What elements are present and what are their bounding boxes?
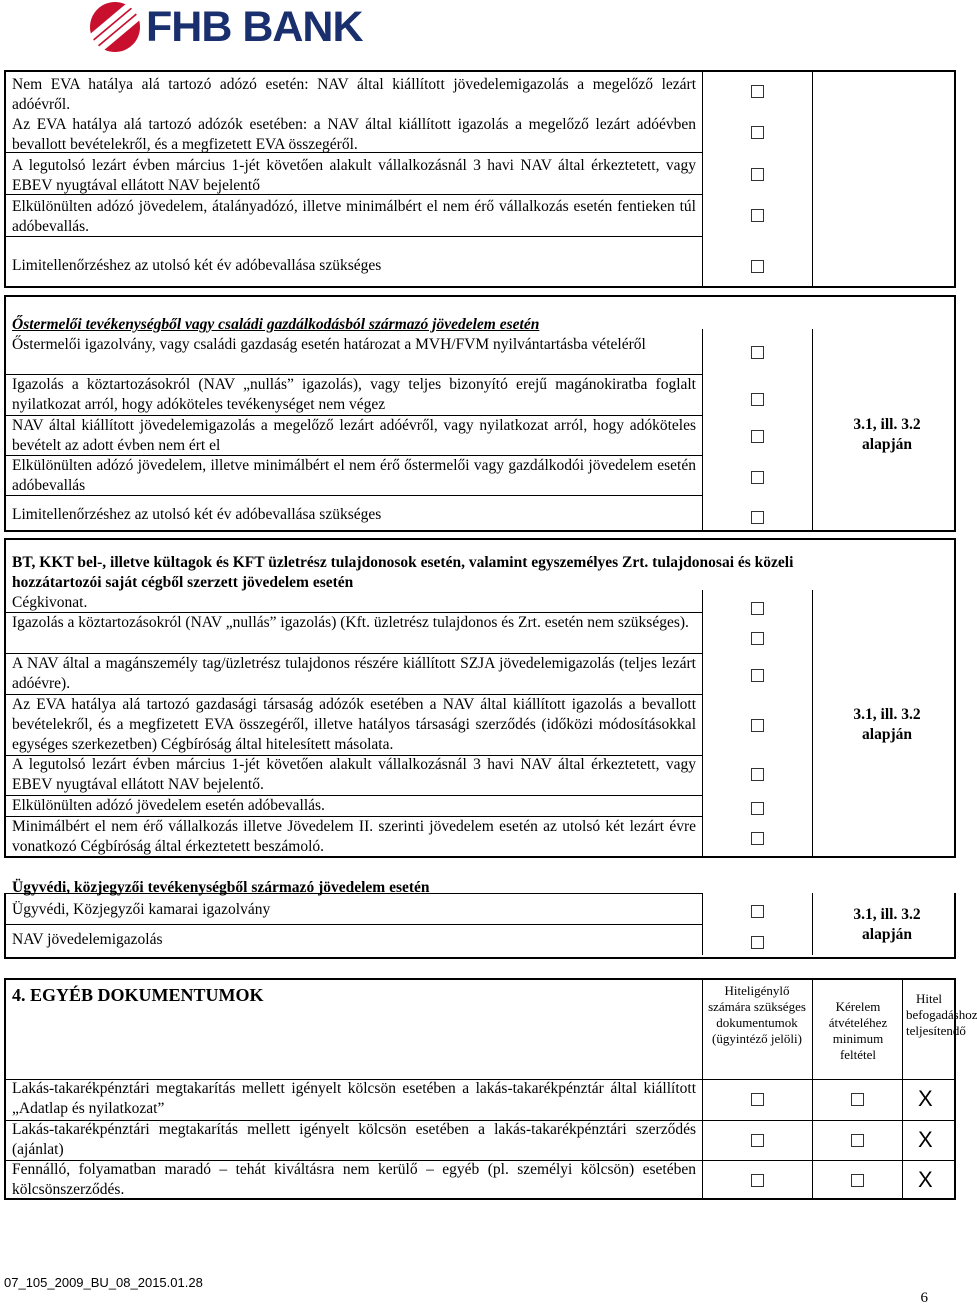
page-number: 6	[920, 1290, 928, 1306]
s1-row-1: Nem EVA hatálya alá tartozó adózó esetén: NAV által kiállított jövedelemigazolás a megelőző lezárt adóévről.	[12, 76, 696, 113]
s1-row-3: A legutolsó lezárt évben március 1-jét követően alakult vállalkozásnál 3 havi NAV által érkeztetett, vagy EBEV nyugtával ellátott NAV bejelentő	[12, 157, 696, 194]
s3-row-1: Cégkivonat.	[12, 594, 88, 611]
s4-title: Ügyvédi, közjegyzői tevékenységből származó jövedelem esetén	[12, 879, 430, 896]
s5-row3-checkbox-applicant[interactable]	[751, 1174, 764, 1187]
s2-row-5: Limitellenőrzéshez az utolsó két év adóbevallása szükséges	[12, 506, 382, 523]
section-other-documents	[4, 978, 977, 1200]
document-code: 07_105_2009_BU_08_2015.01.28	[4, 1275, 203, 1290]
s3-row-7: Minimálbért el nem érő vállalkozás illetve Jövedelem II. szerinti jövedelem esetén az utolsó két lezárt évre vonatkozó Cégbíróság által érkeztetett beszámoló.	[12, 818, 696, 855]
s3-checkbox-2[interactable]	[751, 632, 764, 645]
section-company-owner-income	[4, 538, 956, 896]
s3-row-2: Igazolás a köztartozásokról (NAV „nullás” igazolás) (Kft. üzletrész tulajdonos és Zrt. esetén nem szükséges).	[12, 614, 689, 631]
fhb-bank-logo	[90, 2, 363, 52]
s2-reference	[814, 415, 960, 455]
s4-row-2: NAV jövedelemigazolás	[12, 931, 163, 948]
s5-row-2: Lakás-takarékpénztári megtakarítás mellett igényelt kölcsön esetében a lakás-takarékpénztári szerződés (ajánlat)	[12, 1121, 696, 1158]
s3-row-4: Az EVA hatálya alá tartozó gazdasági társaság adózók esetében a NAV által kiállított igazolás a bevallott bevételekről, és a megfizetett EVA összegéről, illetve hatályos társasági szerződés (időközi módosításokkal egységes szerkezetben) Cégbíróság által hitelesített másolata.	[12, 696, 696, 753]
section-agricultural-income	[4, 295, 956, 532]
s3-row-6: Elkülönülten adózó jövedelem esetén adóbevallás.	[12, 797, 325, 814]
s5-row3-checkbox-min[interactable]	[851, 1174, 864, 1187]
s4-checkbox-1[interactable]	[751, 905, 764, 918]
s3-ref-line2: alapján	[862, 726, 912, 743]
s5-row-1: Lakás-takarékpénztári megtakarítás mellett igényelt kölcsön esetében a lakás-takarékpénztár által kiállított „Adatlap és nyilatkozat”	[12, 1080, 696, 1117]
s5-col-loan-acceptance: Hitel befogadáshoz teljesítendő	[906, 991, 977, 1038]
s2-row-2: Igazolás a köztartozásokról (NAV „nullás” igazolás), vagy teljes bizonyító erejű magánokiratba foglalt nyilatkozat arról, hogy adóköteles tevékenységet nem végez	[12, 376, 696, 413]
s5-row1-checkbox-min[interactable]	[851, 1093, 864, 1106]
s4-checkbox-2[interactable]	[751, 936, 764, 949]
logo-text: FHB BANK	[146, 3, 363, 51]
fhb-logo-icon	[90, 2, 140, 52]
s3-row-5: A legutolsó lezárt évben március 1-jét követően alakult vállalkozásnál 3 havi NAV által érkeztetett, vagy EBEV nyugtával ellátott NAV bejelentő.	[12, 756, 696, 793]
s5-row2-x-mark: X	[918, 1127, 933, 1152]
section-lawyer-notary-income	[4, 893, 956, 959]
s4-ref-line1: 3.1, ill. 3.2	[853, 906, 921, 923]
s2-row-3: NAV által kiállított jövedelemigazolás a megelőző lezárt adóévről, vagy nyilatkozat arról, hogy adóköteles bevételt az adott évben nem ért el	[12, 417, 696, 454]
s1-row-4: Elkülönülten adózó jövedelem, átalányadózó, illetve minimálbért el nem érő vállalkozás esetén fentieken túl adóbevallás.	[12, 198, 696, 235]
s2-title: Őstermelői tevékenységből vagy családi gazdálkodásból származó jövedelem esetén	[12, 316, 540, 333]
s3-row-3: A NAV által a magánszemély tag/üzletrész tulajdonos részére kiállított SZJA jövedelemigazolás (teljes lezárt adóévre).	[12, 655, 696, 692]
s5-col-applicant-docs: Hiteligénylő számára szükséges dokumentumok (ügyintéző jelöli)	[708, 983, 806, 1046]
s5-row2-checkbox-min[interactable]	[851, 1134, 864, 1147]
s5-row3-x-mark: X	[918, 1167, 933, 1192]
s5-col-min-condition: Kérelem átvételéhez minimum feltétel	[828, 999, 888, 1062]
s1-row-5: Limitellenőrzéshez az utolsó két év adóbevallása szükséges	[12, 257, 382, 274]
s3-checkbox-1[interactable]	[751, 602, 764, 615]
s4-reference	[814, 905, 960, 945]
s3-checkbox-6[interactable]	[751, 802, 764, 815]
section-eva-income	[4, 70, 956, 288]
s2-checkbox-1[interactable]	[751, 346, 764, 359]
s5-row1-x-mark: X	[918, 1086, 933, 1111]
s4-row-1: Ügyvédi, Közjegyzői kamarai igazolvány	[12, 901, 271, 918]
s3-reference	[814, 705, 960, 745]
s3-checkbox-3[interactable]	[751, 669, 764, 682]
s4-ref-line2: alapján	[862, 926, 912, 943]
s2-row-4: Elkülönülten adózó jövedelem, illetve minimálbért el nem érő őstermelői vagy gazdálkodói jövedelem esetén adóbevallás	[12, 457, 696, 494]
s1-row-2: Az EVA hatálya alá tartozó adózók esetében: a NAV által kiállított igazolás a megelőző lezárt adóévben bevallott bevételekről, és a megfizetett EVA összegéről.	[12, 116, 696, 153]
s2-checkbox-3[interactable]	[751, 430, 764, 443]
s3-title-line1: BT, KKT bel-, illetve kültagok és KFT üzletrész tulajdonosok esetén, valamint egyszemélyes Zrt. tulajdonosai és közeli	[12, 554, 794, 571]
s1-checkbox-1[interactable]	[751, 85, 764, 98]
s2-checkbox-4[interactable]	[751, 471, 764, 484]
s5-row-3: Fennálló, folyamatban maradó – tehát kiváltásra nem kerülő – egyéb (pl. személyi kölcsön) esetében kölcsönszerződés.	[12, 1161, 696, 1198]
s3-title-line2: hozzátartozói saját cégből szerzett jövedelem esetén	[12, 574, 354, 591]
s3-checkbox-7[interactable]	[751, 832, 764, 845]
s5-row1-checkbox-applicant[interactable]	[751, 1093, 764, 1106]
s5-title: 4. EGYÉB DOKUMENTUMOK	[12, 985, 264, 1005]
s2-checkbox-2[interactable]	[751, 393, 764, 406]
s1-checkbox-4[interactable]	[751, 209, 764, 222]
s3-checkbox-4[interactable]	[751, 719, 764, 732]
s5-row2-checkbox-applicant[interactable]	[751, 1134, 764, 1147]
s1-checkbox-5[interactable]	[751, 260, 764, 273]
s1-checkbox-3[interactable]	[751, 168, 764, 181]
s2-ref-line1: 3.1, ill. 3.2	[853, 416, 921, 433]
s2-row-1: Őstermelői igazolvány, vagy családi gazdaság esetén határozat a MVH/FVM nyilvántartásba vételéről	[12, 336, 646, 353]
s3-ref-line1: 3.1, ill. 3.2	[853, 706, 921, 723]
s2-ref-line2: alapján	[862, 436, 912, 453]
s3-checkbox-5[interactable]	[751, 768, 764, 781]
s1-checkbox-2[interactable]	[751, 126, 764, 139]
s2-checkbox-5[interactable]	[751, 511, 764, 524]
